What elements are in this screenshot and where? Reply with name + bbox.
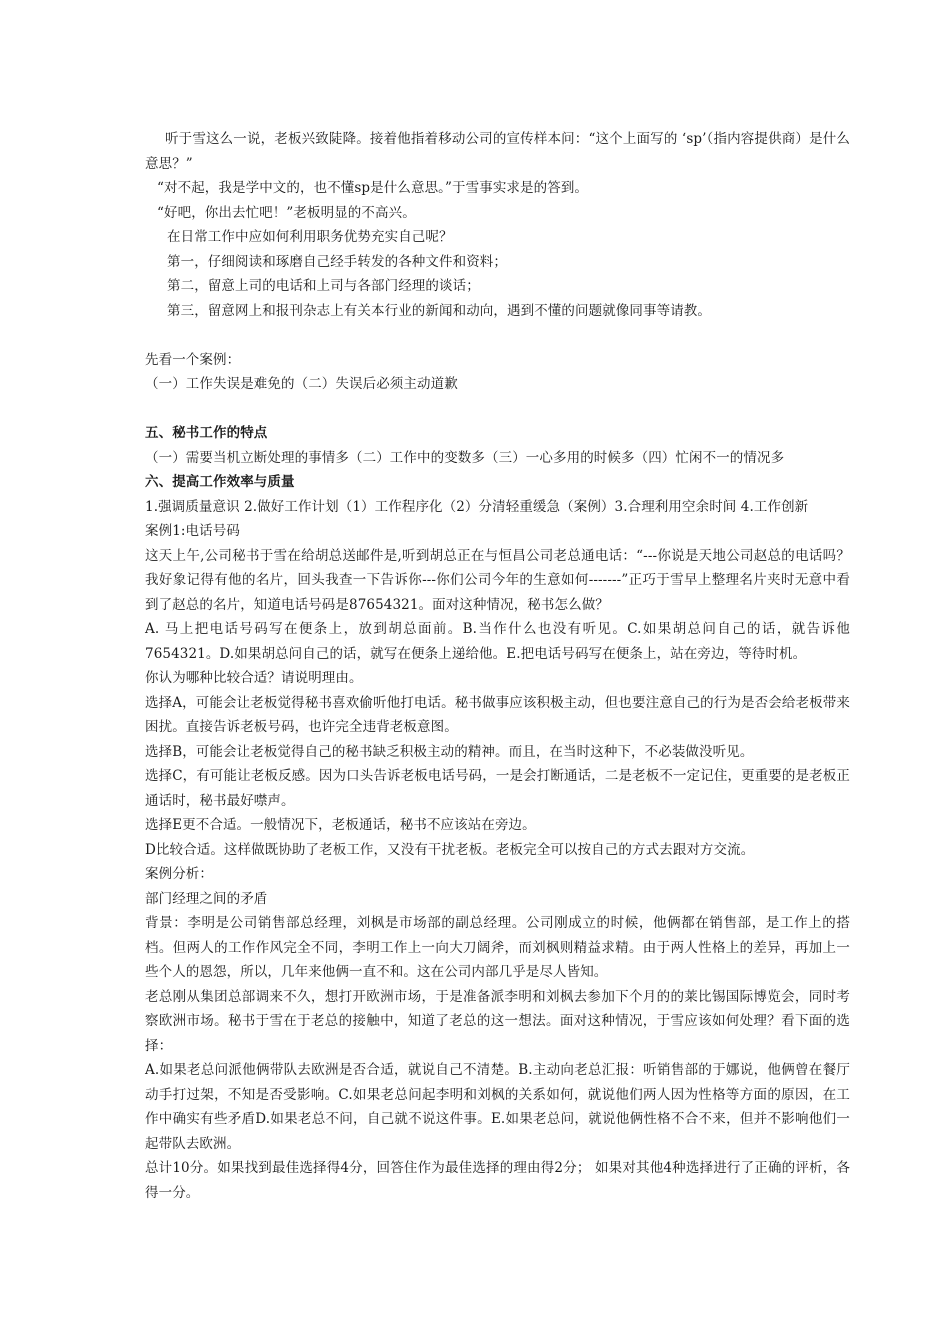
paragraph-analysis-a: 选择A，可能会让老板觉得秘书喜欢偷听他打电话。秘书做事应该积极主动，但也要注意自己的行为是否会给老板带来困扰。直接告诉老板号码，也许完全违背老板意图。 bbox=[145, 694, 850, 735]
paragraph-case1-story: 这天上午,公司秘书于雪在给胡总送邮件是,听到胡总正在与恒昌公司老总通电话：“---你说是天地公司赵总的电话吗？我好象记得有他的名片，回头我查一下告诉你---你们公司今年的生意如何-------”正巧于雪早上整理名片夹时无意中看到了赵总的名片，知道电话号码是87654321。面对这种情况，秘书怎么做？ bbox=[145, 547, 850, 613]
paragraph-point-third: 第三，留意网上和报刊杂志上有关本行业的新闻和动向，遇到不懂的问题就像同事等请教。 bbox=[167, 302, 711, 319]
paragraph-analysis-e: 选择E更不合适。一般情况下，老板通话，秘书不应该站在旁边。 bbox=[145, 817, 536, 833]
paragraph-analysis-b: 选择B，可能会让老板觉得自己的秘书缺乏积极主动的精神。而且，在当时这种下，不必装做没听见。 bbox=[145, 743, 754, 760]
paragraph-point-first: 第一，仔细阅读和琢磨自己经手转发的各种文件和资料； bbox=[167, 253, 507, 270]
paragraph-boss-unhappy: “好吧，你出去忙吧！”老板明显的不高兴。 bbox=[157, 204, 416, 221]
section-heading-6: 六、提高工作效率与质量 bbox=[145, 474, 295, 490]
paragraph-point-second: 第二，留意上司的电话和上司与各部门经理的谈话； bbox=[167, 278, 480, 294]
paragraph-case-analysis-title: 案例分析： bbox=[145, 866, 213, 882]
paragraph-case1-options: A. 马上把电话号码写在便条上，放到胡总面前。B.当作什么也没有听见。C.如果胡总问自己的话，就告诉他7654321。D.如果胡总问自己的话，就写在便条上递给他。E.把电话号码写在便条上，站在旁边，等待时机。 bbox=[145, 621, 850, 662]
paragraph-yuxue-answer: “对不起，我是学中文的，也不懂sp是什么意思。”于雪事实求是的答到。 bbox=[157, 180, 589, 196]
paragraph-scoring: 总计10分。如果找到最佳选择得4分，回答住作为最佳选择的理由得2分； 如果对其他4种选择进行了正确的评析，各得一分。 bbox=[145, 1160, 850, 1201]
paragraph-case2-options: A.如果老总问派他俩带队去欧洲是否合适，就说自己不清楚。B.主动向老总汇报：听销售部的于娜说，他俩曾在餐厅动手打过架，不知是否受影响。C.如果老总问起李明和刘枫的关系如何，就说他们两人因为性格等方面的原因，在工作中确实有些矛盾D.如果老总不问，自己就不说这件事。E.如果老总问，就说他俩性格不合不来，但并不影响他们一起带队去欧洲。 bbox=[145, 1062, 850, 1152]
paragraph-case-points: （一）工作失误是难免的（二）失误后必须主动道歉 bbox=[145, 376, 458, 392]
paragraph-efficiency-list: 1.强调质量意识 2.做好工作计划（1）工作程序化（2）分清轻重缓急（案例）3.合理利用空余时间 4.工作创新 bbox=[145, 498, 809, 515]
blank-line bbox=[145, 323, 850, 348]
paragraph-boss-question: 听于雪这么一说，老板兴致陡降。接着他指着移动公司的宣传样本问：“这个上面写的 ‘sp’（指内容提供商）是什么意思？” bbox=[145, 131, 850, 172]
paragraph-features: （一）需要当机立断处理的事情多（二）工作中的变数多（三）一心多用的时候多（四）忙闲不一的情况多 bbox=[145, 449, 785, 466]
document-body bbox=[145, 127, 850, 1205]
section-heading-5: 五、秘书工作的特点 bbox=[145, 425, 268, 441]
paragraph-case1-title: 案例1:电话号码 bbox=[145, 523, 240, 539]
paragraph-question-self-improve: 在日常工作中应如何利用职务优势充实自己呢？ bbox=[167, 229, 453, 245]
paragraph-case2-background: 背景：李明是公司销售部总经理，刘枫是市场部的副总经理。公司刚成立的时候，他俩都在销售部，是工作上的搭档。但两人的工作作风完全不同，李明工作上一向大刀阔斧，而刘枫则精益求精。由于两人性格上的差异，再加上一些个人的恩怨，所以，几年来他俩一直不和。这在公司内部几乎是尽人皆知。 bbox=[145, 915, 850, 980]
paragraph-case1-question: 你认为哪种比较合适？请说明理由。 bbox=[145, 670, 363, 686]
paragraph-analysis-c: 选择C，有可能让老板反感。因为口头告诉老板电话号码，一是会打断通话，二是老板不一定记住，更重要的是老板正通话时，秘书最好噤声。 bbox=[145, 768, 850, 809]
blank-line bbox=[145, 397, 850, 422]
paragraph-case2-title: 部门经理之间的矛盾 bbox=[145, 890, 268, 907]
paragraph-analysis-d: D比较合适。这样做既协助了老板工作，又没有干扰老板。老板完全可以按自己的方式去跟对方交流。 bbox=[145, 841, 755, 858]
paragraph-case2-situation: 老总刚从集团总部调来不久，想打开欧洲市场，于是准备派李明和刘枫去参加下个月的的莱比锡国际博览会，同时考察欧洲市场。秘书于雪在于老总的接触中，知道了老总的这一想法。面对这种情况，于雪应该如何处理？看下面的选择： bbox=[145, 988, 850, 1054]
paragraph-case-intro: 先看一个案例： bbox=[145, 351, 241, 368]
